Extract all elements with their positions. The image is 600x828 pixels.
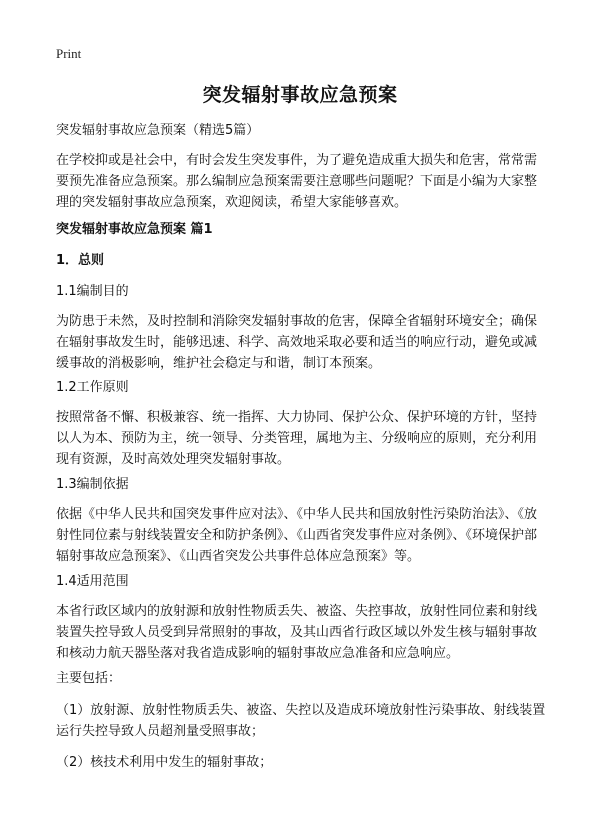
print-link[interactable]: Print	[56, 46, 82, 61]
paragraph-1-3: 依据《中华人民共和国突发事件应对法》、《中华人民共和国放射性污染防治法》、《放射性同位素与射线装置安全和防护条例》、《山西省突发事件应对条例》、《环境保护部辐射事故应急预案》、《山西省突发公共事件总体应急预案》等。	[56, 507, 538, 564]
section-title: 突发辐射事故应急预案 篇1	[56, 222, 213, 237]
main-include-label: 主要包括：	[56, 671, 122, 686]
heading-1-3: 1.3编制依据	[56, 477, 129, 492]
paragraph-1-4: 本省行政区域内的放射源和放射性物质丢失、被盗、失控事故，放射性同位素和射线装置失控导致人员受到异常照射的事故，及其山西省行政区域以外发生核与辐射事故和核动力航天器坠落对我省造成影响的辐射事故应急准备和应急响应。	[56, 604, 538, 661]
doc-title: 突发辐射事故应急预案	[202, 84, 398, 106]
list-item-2: （2）核技术利用中发生的辐射事故；	[56, 755, 273, 770]
intro-paragraph: 在学校抑或是社会中，有时会发生突发事件，为了避免造成重大损失和危害，常常需要预先准备应急预案。那么编制应急预案需要注意哪些问题呢？下面是小编为大家整理的突发辐射事故应急预案，欢迎阅读，希望大家能够喜欢。	[56, 153, 538, 210]
doc-subtitle: 突发辐射事故应急预案（精选5篇）	[56, 123, 260, 138]
heading-1-1: 1.1编制目的	[56, 284, 129, 299]
heading-1-2: 1.2工作原则	[56, 380, 129, 395]
heading-1-4: 1.4适用范围	[56, 574, 129, 589]
list-item-1: （1）放射源、放射性物质丢失、被盗、失控以及造成环境放射性污染事故、射线装置运行失控导致人员超剂量受照事故；	[56, 703, 546, 739]
paragraph-1-2: 按照常备不懈、积极兼容、统一指挥、大力协同、保护公众、保护环境的方针，坚持以人为本、预防为主，统一领导、分类管理，属地为主、分级响应的原则，充分利用现有资源，及时高效处理突发辐射事故。	[56, 410, 538, 467]
heading-general: 1．总则	[56, 253, 105, 268]
paragraph-1-1: 为防患于未然，及时控制和消除突发辐射事故的危害，保障全省辐射环境安全；确保在辐射事故发生时，能够迅速、科学、高效地采取必要和适当的响应行动，避免或减缓事故的消极影响，维护社会稳定与和谐，制订本预案。	[56, 314, 538, 371]
